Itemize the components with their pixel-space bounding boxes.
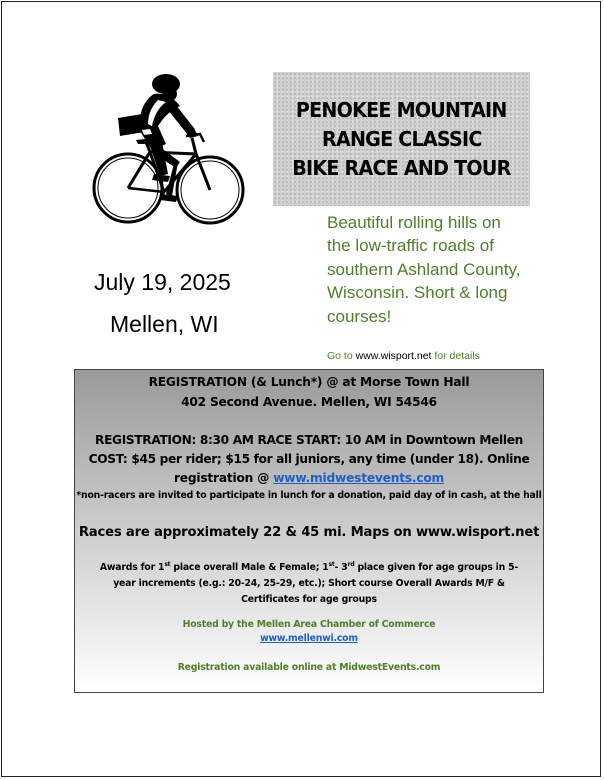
awards-text-1: Awards for 1 bbox=[99, 562, 165, 573]
race-title-line-3: BIKE RACE AND TOUR bbox=[292, 155, 511, 180]
online-registration-note: Registration available online at MidwestEvents.com bbox=[177, 662, 441, 673]
race-title-line-2: RANGE CLASSIC bbox=[321, 126, 482, 151]
registration-cost: COST: $45 per rider; $15 for all juniors, any time (under 18). Online bbox=[88, 452, 530, 466]
mellenwi-link-line bbox=[75, 633, 543, 644]
hosted-by: Hosted by the Mellen Area Chamber of Commerce bbox=[182, 619, 436, 630]
details-prefix: Go to bbox=[327, 350, 356, 362]
event-date: July 19, 2025 bbox=[94, 269, 231, 295]
awards-info bbox=[93, 560, 525, 608]
cyclist-illustration bbox=[88, 70, 246, 240]
registration-venue: REGISTRATION (& Lunch*) @ at Morse Town Hall bbox=[148, 375, 470, 389]
registration-address: 402 Second Avenue. Mellen, WI 54546 bbox=[181, 395, 437, 409]
online-registration-prefix: registration @ bbox=[173, 471, 274, 485]
awards-ordinal-2: st bbox=[328, 561, 335, 568]
midwestevents-link[interactable]: www.midwestevents.com bbox=[273, 471, 445, 485]
registration-box bbox=[74, 369, 544, 693]
awards-ordinal-1: st bbox=[164, 561, 171, 568]
details-suffix: for details bbox=[431, 350, 480, 362]
race-title-line-1: PENOKEE MOUNTAIN bbox=[296, 97, 507, 122]
course-description: Beautiful rolling hills on the low-traffic roads of southern Ashland County, Wisconsin. Short & long courses! bbox=[327, 213, 521, 326]
awards-ordinal-3: rd bbox=[347, 561, 355, 568]
race-title-box bbox=[273, 72, 530, 206]
mellenwi-link[interactable]: www.mellenwi.com bbox=[260, 633, 358, 644]
registration-times: REGISTRATION: 8:30 AM RACE START: 10 AM in Downtown Mellen bbox=[95, 433, 523, 447]
lunch-note: *non-racers are invited to participate in lunch for a donation, paid day of in cash, at the hall bbox=[76, 490, 542, 501]
details-site: www.wisport.net bbox=[355, 350, 432, 362]
awards-text-4: place given for age groups in 5-year increments (e.g.: 20-24, 25-29, etc.); Short course Overall Awards M/F & Certificates for age groups bbox=[113, 562, 519, 605]
details-note bbox=[327, 350, 480, 362]
awards-text-2: place overall Male & Female; 1 bbox=[170, 562, 329, 573]
event-location: Mellen, WI bbox=[110, 311, 219, 337]
race-distances: Races are approximately 22 & 45 mi. Maps on www.wisport.net bbox=[78, 525, 540, 540]
online-registration bbox=[75, 471, 543, 485]
awards-text-3: - 3 bbox=[334, 562, 348, 573]
